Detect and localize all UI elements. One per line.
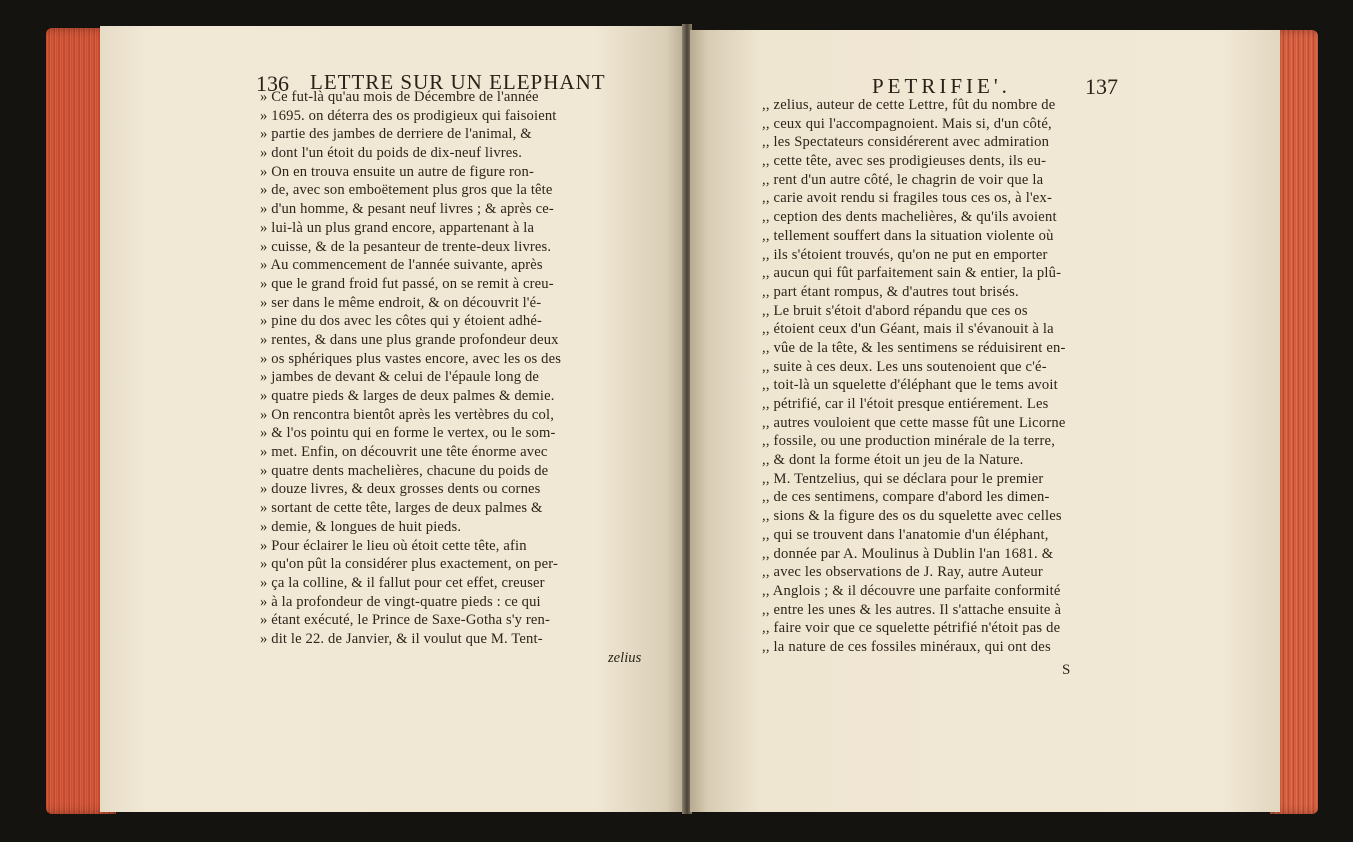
text-line: ,, les Spectateurs considérerent avec admiration bbox=[762, 134, 1050, 151]
text-line: ,, suite à ces deux. Les uns soutenoient que c'é- bbox=[762, 358, 1047, 375]
text-line: ,, M. Tentzelius, qui se déclara pour le premier bbox=[762, 470, 1044, 487]
text-line: » 1695. on déterra des os prodigieux qui faisoient bbox=[260, 107, 557, 124]
text-line: » sortant de cette tête, larges de deux palmes & bbox=[260, 500, 543, 517]
text-line: ,, sions & la figure des os du squelette avec celles bbox=[762, 508, 1062, 525]
left-page bbox=[100, 26, 684, 812]
text-line: » à la profondeur de vingt-quatre pieds : ce qui bbox=[260, 593, 541, 610]
left-running-head: LETTRE SUR UN ELEPHANT bbox=[310, 70, 606, 94]
text-line: ,, & dont la forme étoit un jeu de la Nature. bbox=[762, 452, 1024, 469]
text-line: » Pour éclairer le lieu où étoit cette tête, afin bbox=[260, 537, 527, 554]
text-line: » dit le 22. de Janvier, & il voulut que M. Tent- bbox=[260, 630, 543, 647]
text-line: ,, donnée par A. Moulinus à Dublin l'an 1681. & bbox=[762, 545, 1054, 562]
text-line: ,, Le bruit s'étoit d'abord répandu que ces os bbox=[762, 302, 1028, 319]
signature-mark: S bbox=[1062, 662, 1071, 678]
text-line: ,, autres vouloient que cette masse fût une Licorne bbox=[762, 414, 1066, 431]
text-line: » quatre pieds & larges de deux palmes & demie. bbox=[260, 388, 555, 404]
text-line: » étant exécuté, le Prince de Saxe-Gotha s'y ren- bbox=[260, 612, 550, 629]
right-page bbox=[690, 30, 1280, 812]
text-line: » Au commencement de l'année suivante, après bbox=[260, 257, 543, 274]
text-line: ,, de ces sentimens, compare d'abord les dimen- bbox=[762, 489, 1050, 506]
text-line: ,, cette tête, avec ses prodigieuses dents, ils eu- bbox=[762, 153, 1047, 170]
text-line: » douze livres, & deux grosses dents ou cornes bbox=[260, 481, 541, 498]
text-line: ,, toit-là un squelette d'éléphant que le tems avoit bbox=[762, 377, 1058, 394]
text-line: » lui-là un plus grand encore, appartenant à la bbox=[260, 219, 535, 236]
text-line: ,, ils s'étoient trouvés, qu'on ne put en emporter bbox=[762, 246, 1048, 263]
text-line: » que le grand froid fut passé, on se remit à creu- bbox=[260, 275, 554, 292]
text-line: ,, rent d'un autre côté, le chagrin de voir que la bbox=[762, 171, 1044, 188]
text-line: ,, fossile, ou une production minérale de la terre, bbox=[762, 433, 1056, 450]
text-line: ,, Anglois ; & il découvre une parfaite conformité bbox=[762, 582, 1061, 599]
text-line: ,, part étant rompus, & d'autres tout brisés. bbox=[762, 283, 1019, 300]
text-line: ,, vûe de la tête, & les sentimens se réduisirent en- bbox=[762, 339, 1066, 356]
text-line: ,, entre les unes & les autres. Il s'attache ensuite à bbox=[762, 601, 1062, 618]
text-line: ,, qui se trouvent dans l'anatomie d'un éléphant, bbox=[762, 526, 1049, 543]
text-line: ,, étoient ceux d'un Géant, mais il s'évanouit à la bbox=[762, 321, 1054, 338]
text-line: » Ce fut-là qu'au mois de Décembre de l'année bbox=[260, 89, 539, 105]
text-line: » On en trouva ensuite un autre de figure ron- bbox=[260, 163, 534, 180]
text-line: ,, zelius, auteur de cette Lettre, fût du nombre de bbox=[762, 97, 1056, 113]
text-line: » ça la colline, & il fallut pour cet effet, creuser bbox=[260, 574, 545, 591]
text-line: ,, tellement souffert dans la situation violente où bbox=[762, 227, 1054, 244]
text-line: » de, avec son emboëtement plus gros que la tête bbox=[260, 182, 553, 199]
text-line: » d'un homme, & pesant neuf livres ; & après ce- bbox=[260, 201, 554, 218]
text-line: ,, ception des dents machelières, & qu'ils avoient bbox=[762, 209, 1057, 226]
text-line: » met. Enfin, on découvrit une tête énorme avec bbox=[260, 444, 548, 461]
text-line: ,, ceux qui l'accompagnoient. Mais si, d'un côté, bbox=[762, 115, 1052, 132]
text-line: » os sphériques plus vastes encore, avec les os des bbox=[260, 350, 562, 367]
text-line: ,, faire voir que ce squelette pétrifié n'étoit pas de bbox=[762, 620, 1061, 637]
right-text-block bbox=[762, 96, 1192, 657]
text-line: » cuisse, & de la pesanteur de trente-deux livres. bbox=[260, 238, 552, 255]
text-line: » rentes, & dans une plus grande profondeur deux bbox=[260, 331, 559, 348]
text-line: » & l'os pointu qui en forme le vertex, ou le som- bbox=[260, 425, 556, 442]
right-page-number: 137 bbox=[1085, 74, 1118, 99]
text-line: » pine du dos avec les côtes qui y étoient adhé- bbox=[260, 313, 542, 330]
text-line: ,, carie avoit rendu si fragiles tous ces os, à l'ex- bbox=[762, 190, 1053, 207]
text-line: ,, pétrifié, car il l'étoit presque entiérement. Les bbox=[762, 396, 1049, 412]
text-line: » ser dans le même endroit, & on découvrit l'é- bbox=[260, 294, 542, 311]
left-text-block bbox=[260, 88, 670, 649]
text-line: » qu'on pût la considérer plus exactement, on per- bbox=[260, 556, 558, 573]
text-line: » demie, & longues de huit pieds. bbox=[260, 518, 462, 535]
text-line: » partie des jambes de derriere de l'animal, & bbox=[260, 126, 532, 143]
text-line: » jambes de devant & celui de l'épaule long de bbox=[260, 369, 540, 386]
text-line: » dont l'un étoit du poids de dix-neuf livres. bbox=[260, 145, 523, 162]
left-page-number: 136 bbox=[256, 71, 289, 96]
right-running-head: PETRIFIE'. bbox=[872, 74, 1011, 98]
left-catchword: zelius bbox=[608, 650, 642, 666]
text-line: ,, avec les observations de J. Ray, autre Auteur bbox=[762, 564, 1043, 581]
text-line: ,, la nature de ces fossiles minéraux, qui ont des bbox=[762, 638, 1051, 655]
text-line: » On rencontra bientôt après les vertèbres du col, bbox=[260, 406, 555, 423]
text-line: ,, aucun qui fût parfaitement sain & entier, la plû- bbox=[762, 265, 1062, 282]
text-line: » quatre dents machelières, chacune du poids de bbox=[260, 462, 549, 479]
